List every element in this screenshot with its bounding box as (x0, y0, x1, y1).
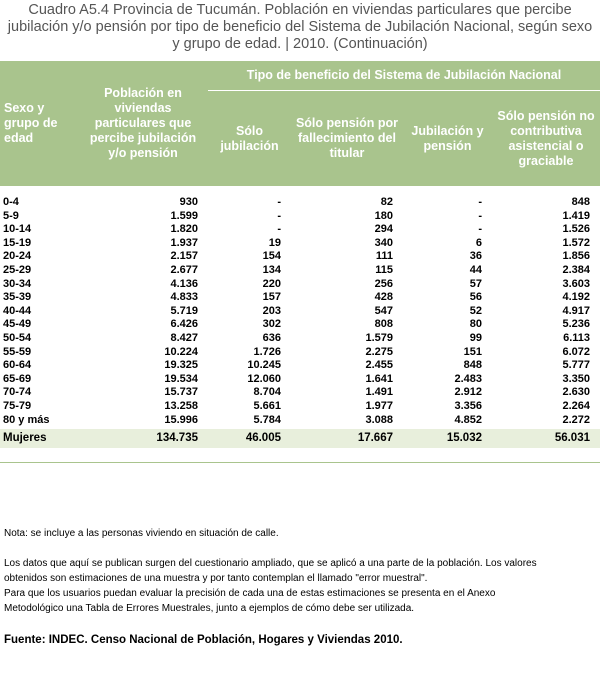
retirement-and-pension-cell: 56 (469, 291, 482, 304)
only-survivor-pension-cell: 180 (374, 209, 393, 222)
age-group-cell: 50-54 (3, 331, 32, 344)
note-methodology-2: obtenidos son estimaciones de una muestra y por tanto contemplan el llamado "error muestral". (4, 573, 428, 584)
age-group-cell: 15-19 (3, 236, 32, 249)
retirement-and-pension-cell: 2.912 (454, 386, 482, 399)
non-contributory-pension-cell: 2.630 (562, 386, 590, 399)
only-survivor-pension-cell: 1.491 (365, 386, 393, 399)
only-survivor-pension-cell: 1.641 (365, 372, 393, 385)
age-group-cell: 30-34 (3, 277, 32, 290)
non-contributory-pension-cell: 4.192 (562, 291, 590, 304)
table-row (0, 332, 600, 346)
total-non-contributory-pension-cell: 56.031 (492, 429, 600, 448)
only-retirement-cell: 19 (268, 236, 281, 249)
non-contributory-pension-cell: 6.072 (562, 345, 590, 358)
table-row (0, 264, 600, 278)
total-cell: 19.534 (164, 372, 198, 385)
age-group-cell: 60-64 (3, 359, 32, 372)
total-cell: 2.677 (170, 263, 198, 276)
age-group-cell: 45-49 (3, 318, 32, 331)
age-group-cell: 70-74 (3, 386, 32, 399)
non-contributory-pension-cell: 1.419 (562, 209, 590, 222)
retirement-and-pension-cell: 6 (475, 236, 482, 249)
only-retirement-cell: - (277, 209, 281, 222)
table-row (0, 400, 600, 414)
table-row (0, 359, 600, 373)
only-survivor-pension-cell: 294 (374, 223, 393, 236)
note-methodology-3: Para que los usuarios puedan evaluar la precisión de cada una de estas estimaciones se presenta en el Anexo (4, 588, 496, 599)
table-title (0, 2, 600, 53)
only-survivor-pension-cell: 2.275 (365, 345, 393, 358)
total-cell: 15.996 (164, 413, 198, 426)
total-row (0, 429, 600, 448)
only-retirement-cell: - (277, 196, 281, 208)
retirement-and-pension-cell: 3.356 (454, 399, 482, 412)
total-cell: 4.833 (170, 291, 198, 304)
retirement-and-pension-cell: 36 (469, 250, 482, 263)
only-survivor-pension-cell: 428 (374, 291, 393, 304)
total-cell: 2.157 (170, 250, 198, 263)
only-retirement-cell: 1.726 (253, 345, 281, 358)
total-total-cell: 134.735 (78, 429, 208, 448)
age-group-cell: 40-44 (3, 304, 32, 317)
only-survivor-pension-cell: 547 (374, 304, 393, 317)
only-survivor-pension-cell: 3.088 (365, 413, 393, 426)
non-contributory-pension-cell: 5.777 (562, 359, 590, 372)
total-cell: 15.737 (164, 386, 198, 399)
age-group-cell: 55-59 (3, 345, 32, 358)
total-cell: 930 (179, 196, 198, 208)
total-only-survivor-pension-cell: 17.667 (291, 429, 403, 448)
total-cell: 4.136 (170, 277, 198, 290)
only-retirement-cell: 12.060 (247, 372, 281, 385)
total-only-retirement-cell: 46.005 (208, 429, 291, 448)
age-group-cell: 0-4 (3, 196, 19, 208)
note-methodology-1: Los datos que aquí se publican surgen del cuestionario ampliado, que se aplicó a una parte de la población. Los valores (4, 558, 537, 569)
table-row (0, 210, 600, 224)
table-row (0, 373, 600, 387)
only-survivor-pension-cell: 808 (374, 318, 393, 331)
only-retirement-cell: 8.704 (253, 386, 281, 399)
retirement-and-pension-cell: 151 (463, 345, 482, 358)
non-contributory-pension-cell: 4.917 (562, 304, 590, 317)
only-survivor-pension-cell: 82 (380, 196, 393, 208)
only-retirement-cell: 10.245 (247, 359, 281, 372)
retirement-and-pension-cell: 52 (469, 304, 482, 317)
retirement-and-pension-cell: 848 (463, 359, 482, 372)
retirement-and-pension-cell: 80 (469, 318, 482, 331)
title-line-3: y grupo de edad. | 2010. (Continuación) (172, 36, 428, 52)
non-contributory-pension-cell: 2.272 (562, 413, 590, 426)
table-row (0, 291, 600, 305)
only-survivor-pension-cell: 111 (375, 250, 393, 263)
age-group-cell: 65-69 (3, 372, 32, 385)
retirement-and-pension-cell: 2.483 (454, 372, 482, 385)
only-survivor-pension-cell: 115 (375, 263, 393, 276)
only-retirement-cell: 5.661 (253, 399, 281, 412)
total-cell: 19.325 (164, 359, 198, 372)
only-retirement-cell: 5.784 (253, 413, 281, 426)
header-benefit-type: Tipo de beneficio del Sistema de Jubilación Nacional (208, 61, 600, 91)
total-cell: 6.426 (170, 318, 198, 331)
non-contributory-pension-cell: 2.384 (562, 263, 590, 276)
age-group-cell: 75-79 (3, 399, 32, 412)
age-group-cell: 20-24 (3, 250, 32, 263)
note-methodology-4: Metodológico una Tabla de Errores Muestrales, junto a ejemplos de cómo debe ser utilizada. (4, 603, 415, 614)
total-cell: 1.599 (170, 209, 198, 222)
table-row (0, 318, 600, 332)
header-only-survivor-pension: Sólo pensión por fallecimiento del titular (291, 91, 403, 187)
only-retirement-cell: - (277, 223, 281, 236)
age-group-cell: 80 y más (3, 413, 50, 426)
age-group-cell: 25-29 (3, 263, 32, 276)
only-retirement-cell: 154 (262, 250, 281, 263)
only-retirement-cell: 134 (262, 263, 281, 276)
total-cell: 8.427 (170, 331, 198, 344)
only-survivor-pension-cell: 256 (374, 277, 393, 290)
table-row (0, 278, 600, 292)
only-retirement-cell: 203 (262, 304, 281, 317)
total-cell: 10.224 (164, 345, 198, 358)
non-contributory-pension-cell: 1.526 (562, 223, 590, 236)
only-survivor-pension-cell: 1.977 (365, 399, 393, 412)
source-citation: Fuente: INDEC. Censo Nacional de Población, Hogares y Viviendas 2010. (4, 634, 403, 646)
age-group-cell: 10-14 (3, 223, 32, 236)
table-row (0, 223, 600, 237)
header-non-contributory-pension: Sólo pensión no contributiva asistencial o graciable (492, 91, 600, 187)
retirement-and-pension-cell: 4.852 (454, 413, 482, 426)
total-retirement-and-pension-cell: 15.032 (403, 429, 492, 448)
table-row (0, 237, 600, 251)
table-row (0, 196, 600, 210)
non-contributory-pension-cell: 1.572 (562, 236, 590, 249)
only-retirement-cell: 636 (262, 331, 281, 344)
table-row (0, 386, 600, 400)
total-cell: 13.258 (164, 399, 198, 412)
header-retirement-and-pension: Jubilación y pensión (403, 91, 492, 187)
header-only-retirement: Sólo jubilación (208, 91, 291, 187)
only-survivor-pension-cell: 340 (374, 236, 393, 249)
non-contributory-pension-cell: 6.113 (563, 331, 590, 344)
retirement-and-pension-cell: 44 (469, 263, 482, 276)
total-cell: 1.820 (170, 223, 198, 236)
age-group-cell: 35-39 (3, 291, 32, 304)
only-survivor-pension-cell: 1.579 (365, 331, 393, 344)
non-contributory-pension-cell: 1.856 (562, 250, 590, 263)
retirement-and-pension-cell: 99 (469, 331, 482, 344)
only-retirement-cell: 302 (262, 318, 281, 331)
non-contributory-pension-cell: 5.236 (562, 318, 590, 331)
total-cell: 1.937 (170, 236, 198, 249)
retirement-and-pension-cell: - (478, 196, 482, 208)
header-age-group: Sexo y grupo de edad (0, 61, 78, 186)
non-contributory-pension-cell: 848 (571, 196, 590, 208)
note-street: Nota: se incluye a las personas viviendo en situación de calle. (4, 528, 279, 539)
age-group-cell: 5-9 (3, 209, 19, 222)
title-line-1: Cuadro A5.4 Provincia de Tucumán. Población en viviendas particulares que percibe (28, 2, 572, 18)
non-contributory-pension-cell: 3.350 (562, 372, 590, 385)
table-row (0, 346, 600, 360)
non-contributory-pension-cell: 2.264 (562, 399, 590, 412)
table-row (0, 250, 600, 264)
header-total-population: Población en viviendas particulares que percibe jubilación y/o pensión (78, 61, 208, 186)
only-survivor-pension-cell: 2.455 (365, 359, 393, 372)
total-cell: 5.719 (170, 304, 198, 317)
retirement-and-pension-cell: - (478, 209, 482, 222)
non-contributory-pension-cell: 3.603 (562, 277, 590, 290)
table-row (0, 414, 600, 428)
title-line-2: jubilación y/o pensión por tipo de beneficio del Sistema de Jubilación Nacional, según sexo (7, 19, 593, 35)
total-age-group-cell: Mujeres (0, 429, 78, 448)
data-table (0, 61, 600, 463)
retirement-and-pension-cell: 57 (469, 277, 482, 290)
only-retirement-cell: 220 (262, 277, 281, 290)
table-row (0, 305, 600, 319)
retirement-and-pension-cell: - (478, 223, 482, 236)
only-retirement-cell: 157 (262, 291, 281, 304)
